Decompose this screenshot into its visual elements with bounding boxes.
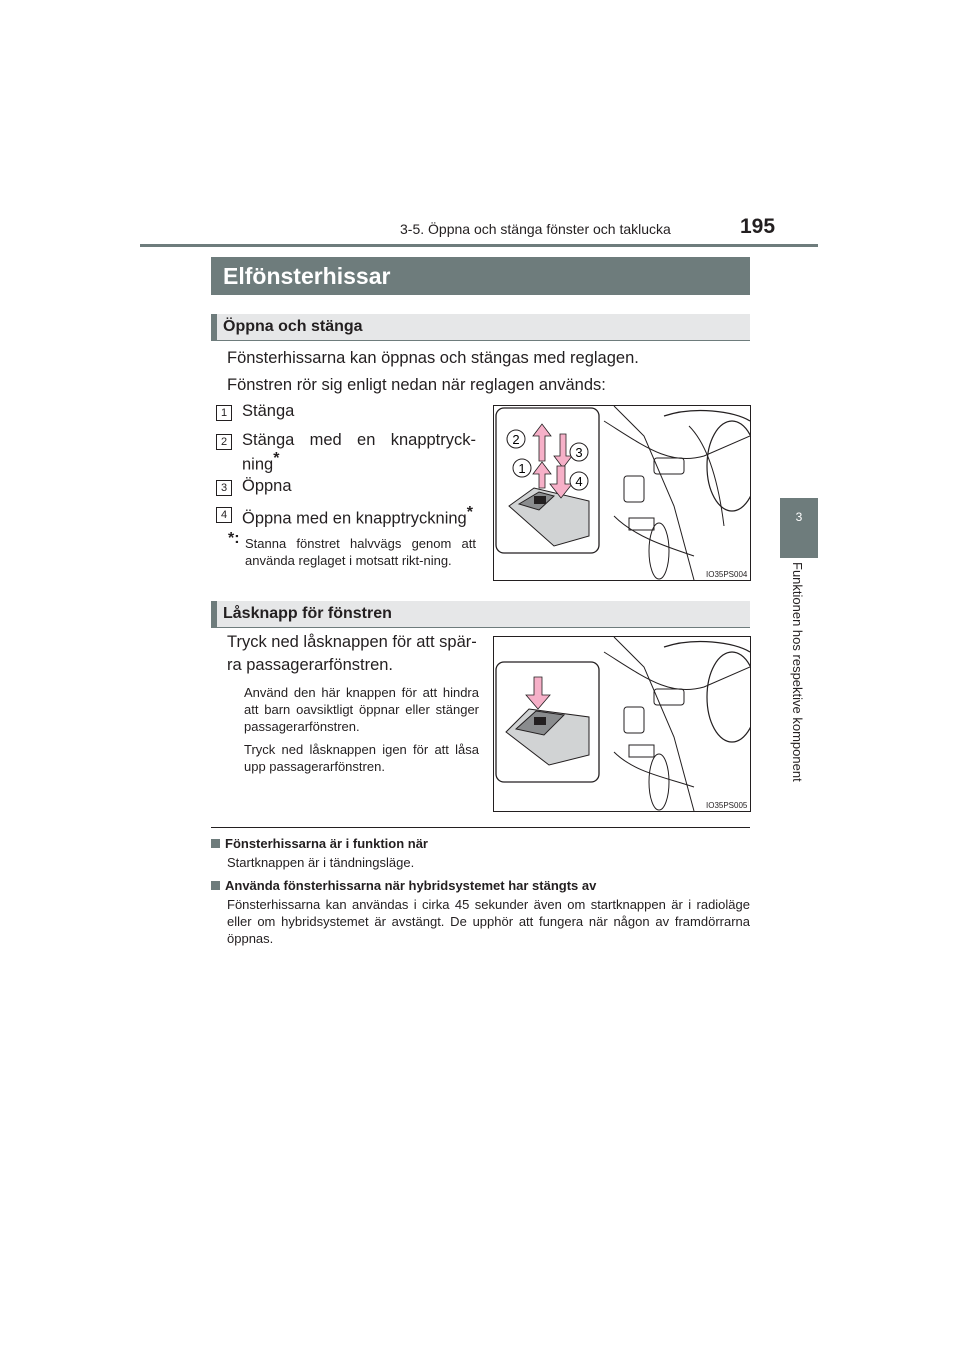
section-heading-lock xyxy=(211,601,750,628)
note-heading: Använda fönsterhissarna när hybridsystemet har stängts av xyxy=(211,878,596,893)
figure-label: 1 xyxy=(518,461,526,476)
section-header: 3-5. Öppna och stänga fönster och taklucka xyxy=(400,221,671,237)
item-number: 3 xyxy=(216,480,232,496)
paragraph: ra passagerarfönstren. xyxy=(227,656,394,674)
paragraph: Tryck ned låsknappen för att spär- xyxy=(227,633,477,651)
lock-switch-illustration xyxy=(494,637,750,811)
page-title: Elfönsterhissar xyxy=(211,257,750,295)
divider xyxy=(211,827,750,828)
list-item: 2 Stänga med en knapptryck- ning* xyxy=(216,432,476,450)
paragraph: Fönsterhissarna kan öppnas och stängas med reglagen. xyxy=(227,349,639,367)
item-number: 2 xyxy=(216,434,232,450)
note-heading: Fönsterhissarna är i funktion när xyxy=(211,836,428,851)
header-rule xyxy=(140,244,818,247)
footnote: Stanna fönstret halvvägs genom att använda reglaget i motsatt rikt-ning. xyxy=(245,536,476,568)
figure-code: IO35PS005 xyxy=(706,801,748,810)
chapter-tab: 3 xyxy=(780,498,818,558)
item-number: 1 xyxy=(216,405,232,421)
section-heading-open-close xyxy=(211,314,750,341)
page-number: 195 xyxy=(740,215,776,238)
section-heading-text: Låsknapp för fönstren xyxy=(223,605,392,622)
figure-label: 4 xyxy=(575,474,583,489)
paragraph: Tryck ned låsknappen igen för att låsa upp passagerarfönstren. xyxy=(244,742,479,774)
list-item: 4 Öppna med en knapptryckning* xyxy=(216,505,232,523)
lock-switch-figure xyxy=(493,636,751,812)
section-heading-text: Öppna och stänga xyxy=(223,318,363,335)
figure-label: 3 xyxy=(575,445,583,460)
list-item: 1 Stänga xyxy=(216,403,232,421)
note-body: Fönsterhissarna kan användas i cirka 45 sekunder även om startknappen är i radioläge eller om hybridsystemet är avstängt. De upphör att fungera när någon av framdörrarna öppnas. xyxy=(227,897,750,946)
figure-code: IO35PS004 xyxy=(706,570,748,579)
bullet-square-icon xyxy=(211,881,220,890)
footnote-mark: *: xyxy=(228,530,240,547)
figure-label: 2 xyxy=(512,432,520,447)
switch-figure xyxy=(493,405,751,581)
bullet-square-icon xyxy=(211,839,220,848)
list-item: 3 Öppna xyxy=(216,478,232,496)
paragraph: Använd den här knappen för att hindra att barn oavsiktligt öppnar eller stänger passagerarfönstren. xyxy=(244,685,479,734)
power-window-illustration xyxy=(494,406,750,580)
paragraph: Fönstren rör sig enligt nedan när reglagen används: xyxy=(227,376,606,394)
note-body: Startknappen är i tändningsläge. xyxy=(227,855,415,870)
item-number: 4 xyxy=(216,507,232,523)
chapter-tab-label: Funktionen hos respektive komponent xyxy=(790,562,805,782)
